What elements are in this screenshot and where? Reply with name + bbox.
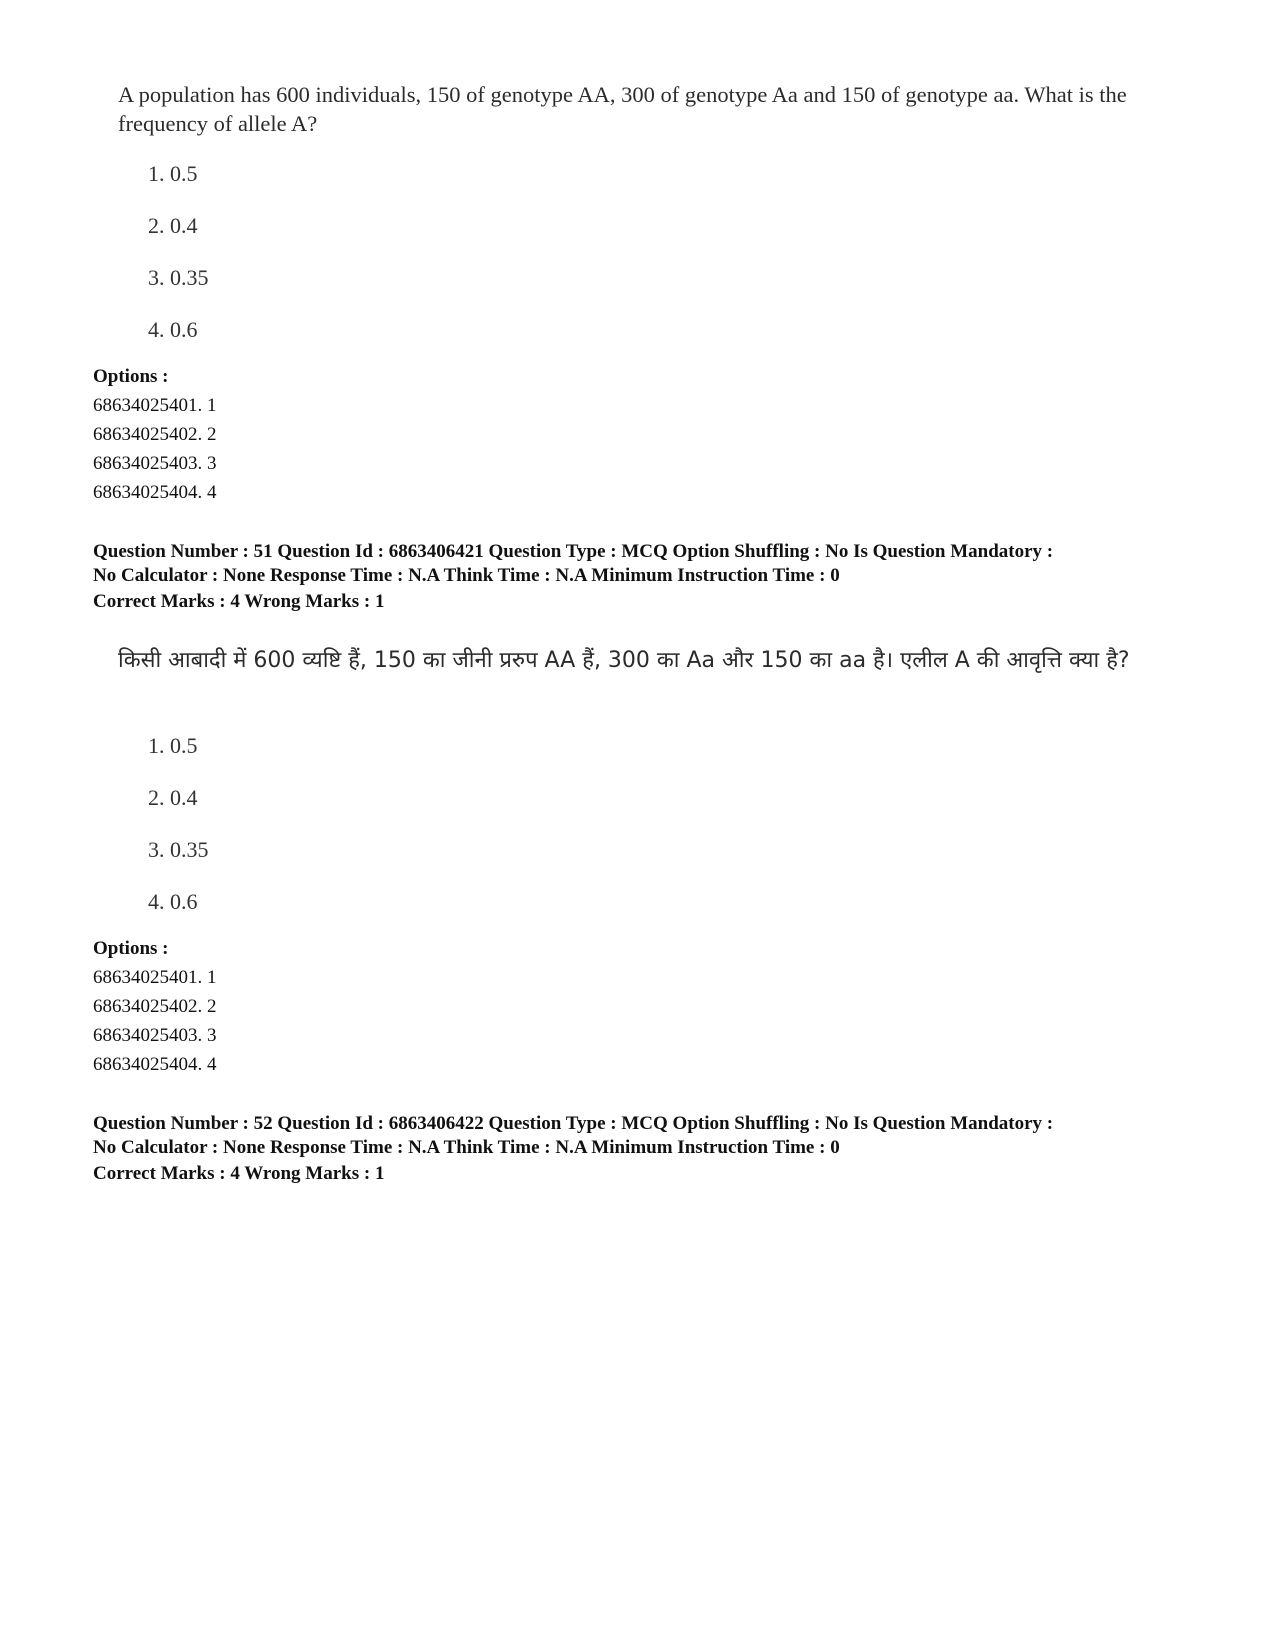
choice-1: 1. 0.5 — [148, 161, 198, 186]
choice-4: 4. 0.6 — [148, 317, 198, 342]
question-image-hi — [118, 645, 1178, 925]
question-text: किसी आबादी में 600 व्यष्टि हैं, 150 का जीनी प्ररुप AA हैं, 300 का Aa और 150 का aa है। एलील A की आवृत्ति क्या है? — [118, 648, 1130, 673]
question-image-en — [118, 80, 1178, 360]
options-label: Options : — [93, 938, 169, 959]
marks-line: Correct Marks : 4 Wrong Marks : 1 — [93, 1163, 385, 1184]
options-list — [93, 362, 217, 507]
question-meta-line: No Calculator : None Response Time : N.A Think Time : N.A Minimum Instruction Time : 0 — [93, 564, 840, 586]
option-id: 68634025402. 2 — [93, 996, 217, 1017]
choice-4: 4. 0.6 — [148, 889, 198, 914]
option-id: 68634025403. 3 — [93, 1025, 217, 1046]
choice-2: 2. 0.4 — [148, 785, 198, 810]
option-id: 68634025403. 3 — [93, 453, 217, 474]
choice-2: 2. 0.4 — [148, 213, 198, 238]
choice-3: 3. 0.35 — [148, 265, 209, 290]
marks-line: Correct Marks : 4 Wrong Marks : 1 — [93, 591, 385, 612]
option-id: 68634025404. 4 — [93, 482, 217, 503]
option-id: 68634025401. 1 — [93, 395, 217, 416]
choice-1: 1. 0.5 — [148, 733, 198, 758]
option-id: 68634025401. 1 — [93, 967, 217, 988]
choice-3: 3. 0.35 — [148, 837, 209, 862]
options-list — [93, 934, 217, 1079]
question-meta — [93, 1112, 1193, 1159]
question-meta-line: Question Number : 52 Question Id : 6863406422 Question Type : MCQ Option Shuffling : No Is Question Mandatory : — [93, 1113, 1054, 1134]
option-id: 68634025402. 2 — [93, 424, 217, 445]
options-label: Options : — [93, 366, 169, 387]
question-meta — [93, 540, 1193, 587]
question-meta-line: No Calculator : None Response Time : N.A Think Time : N.A Minimum Instruction Time : 0 — [93, 1136, 840, 1158]
question-text: A population has 600 individuals, 150 of genotype AA, 300 of genotype Aa and 150 of genotype aa. What is the frequency of allele A? — [118, 82, 1127, 136]
option-id: 68634025404. 4 — [93, 1054, 217, 1075]
question-meta-line: Question Number : 51 Question Id : 6863406421 Question Type : MCQ Option Shuffling : No Is Question Mandatory : — [93, 541, 1054, 562]
